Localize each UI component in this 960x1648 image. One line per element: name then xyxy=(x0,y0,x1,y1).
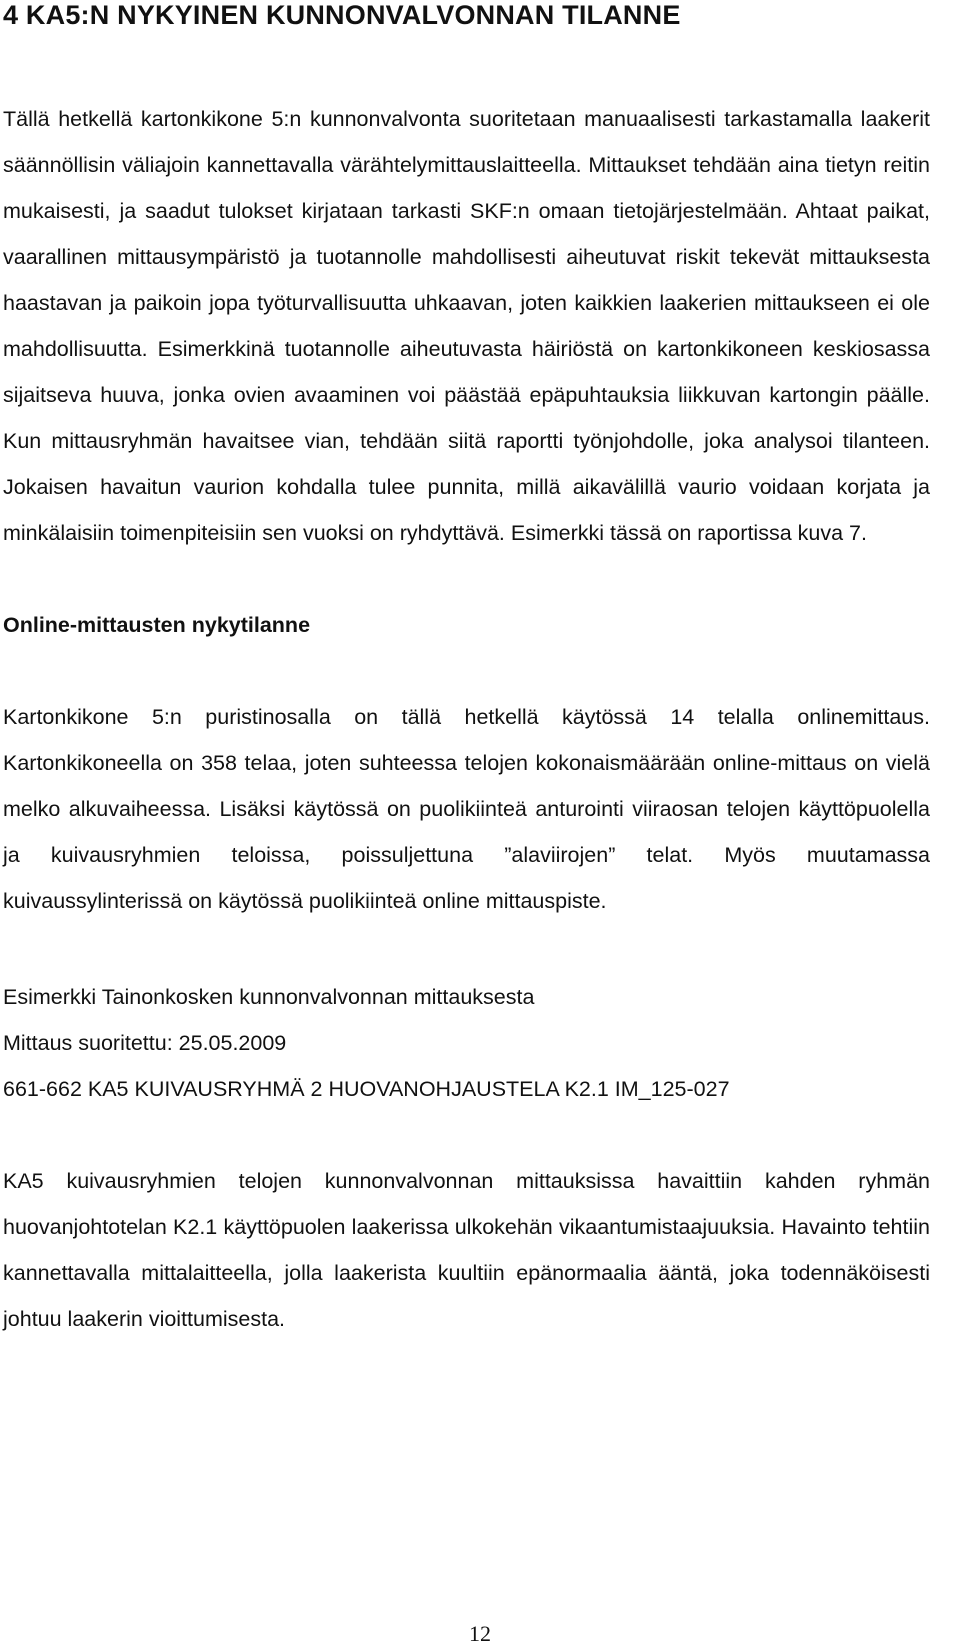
intro-paragraph: Tällä hetkellä kartonkikone 5:n kunnonvalvonta suoritetaan manuaalisesti tarkastamalla laakerit säännöllisin väliajoin kannettavalla värähtelymittauslaitteella. Mittaukset tehdään aina tietyn reitin mukaisesti, ja saadut tulokset kirjataan tarkasti SKF:n omaan tietojärjestelmään. Ahtaat paikat, vaarallinen mittausympäristö ja tuotannolle mahdollisesti aiheutuvat riskit tekevät mittauksesta haastavan ja paikoin jopa työturvallisuutta uhkaavan, joten kaikkien laakerien mittaukseen ei ole mahdollisuutta. Esimerkkinä tuotannolle aiheutuvasta häiriöstä on kartonkikoneen keskiosassa sijaitseva huuva, jonka ovien avaaminen voi päästää epäpuhtauksia liikkuvan kartongin päälle. Kun mittausryhmän havaitsee vian, tehdään siitä raportti työnjohdolle, joka analysoi tilanteen. Jokaisen havaitun vaurion kohdalla tulee punnita, millä aikavälillä vaurio voidaan korjata ja minkälaisiin toimenpiteisiin sen vuoksi on ryhdyttävä. Esimerkki tässä on raportissa kuva 7. xyxy=(3,107,930,545)
finding-paragraph: KA5 kuivausryhmien telojen kunnonvalvonnan mittauksissa havaittiin kahden ryhmän huovanjohtotelan K2.1 käyttöpuolen laakerissa ulkokehän vikaantumistaajuuksia. Havainto tehtiin kannettavalla mittalaitteella, jolla laakerista kuultiin epänormaalia ääntä, joka todennäköisesti johtuu laakerin vioittumisesta. xyxy=(3,1169,930,1331)
measurement-example xyxy=(3,974,930,1112)
example-title: Esimerkki Tainonkosken kunnonvalvonnan mittauksesta xyxy=(3,985,535,1009)
online-paragraph: Kartonkikone 5:n puristinosalla on tällä hetkellä käytössä 14 telalla onlinemittaus. Kartonkikoneella on 358 telaa, joten suhteessa telojen kokonaismäärään online-mittaus on vielä melko alkuvaiheessa. Lisäksi käytössä on puolikiinteä anturointi viiraosan telojen käyttöpuolella ja kuivausryhmien teloissa, poissuljettuna ”alaviirojen” telat. Myös muutamassa kuivaussylinterissä on käytössä puolikiinteä online mittauspiste. xyxy=(3,705,930,913)
chapter-title: 4 KA5:N NYKYINEN KUNNONVALVONNAN TILANNE xyxy=(3,0,681,30)
example-date: Mittaus suoritettu: 25.05.2009 xyxy=(3,1031,287,1055)
online-section-heading: Online-mittausten nykytilanne xyxy=(3,613,311,637)
example-identifier: 661-662 KA5 KUIVAUSRYHMÄ 2 HUOVANOHJAUSTELA K2.1 IM_125-027 xyxy=(3,1077,730,1101)
page-number: 12 xyxy=(469,1621,491,1646)
